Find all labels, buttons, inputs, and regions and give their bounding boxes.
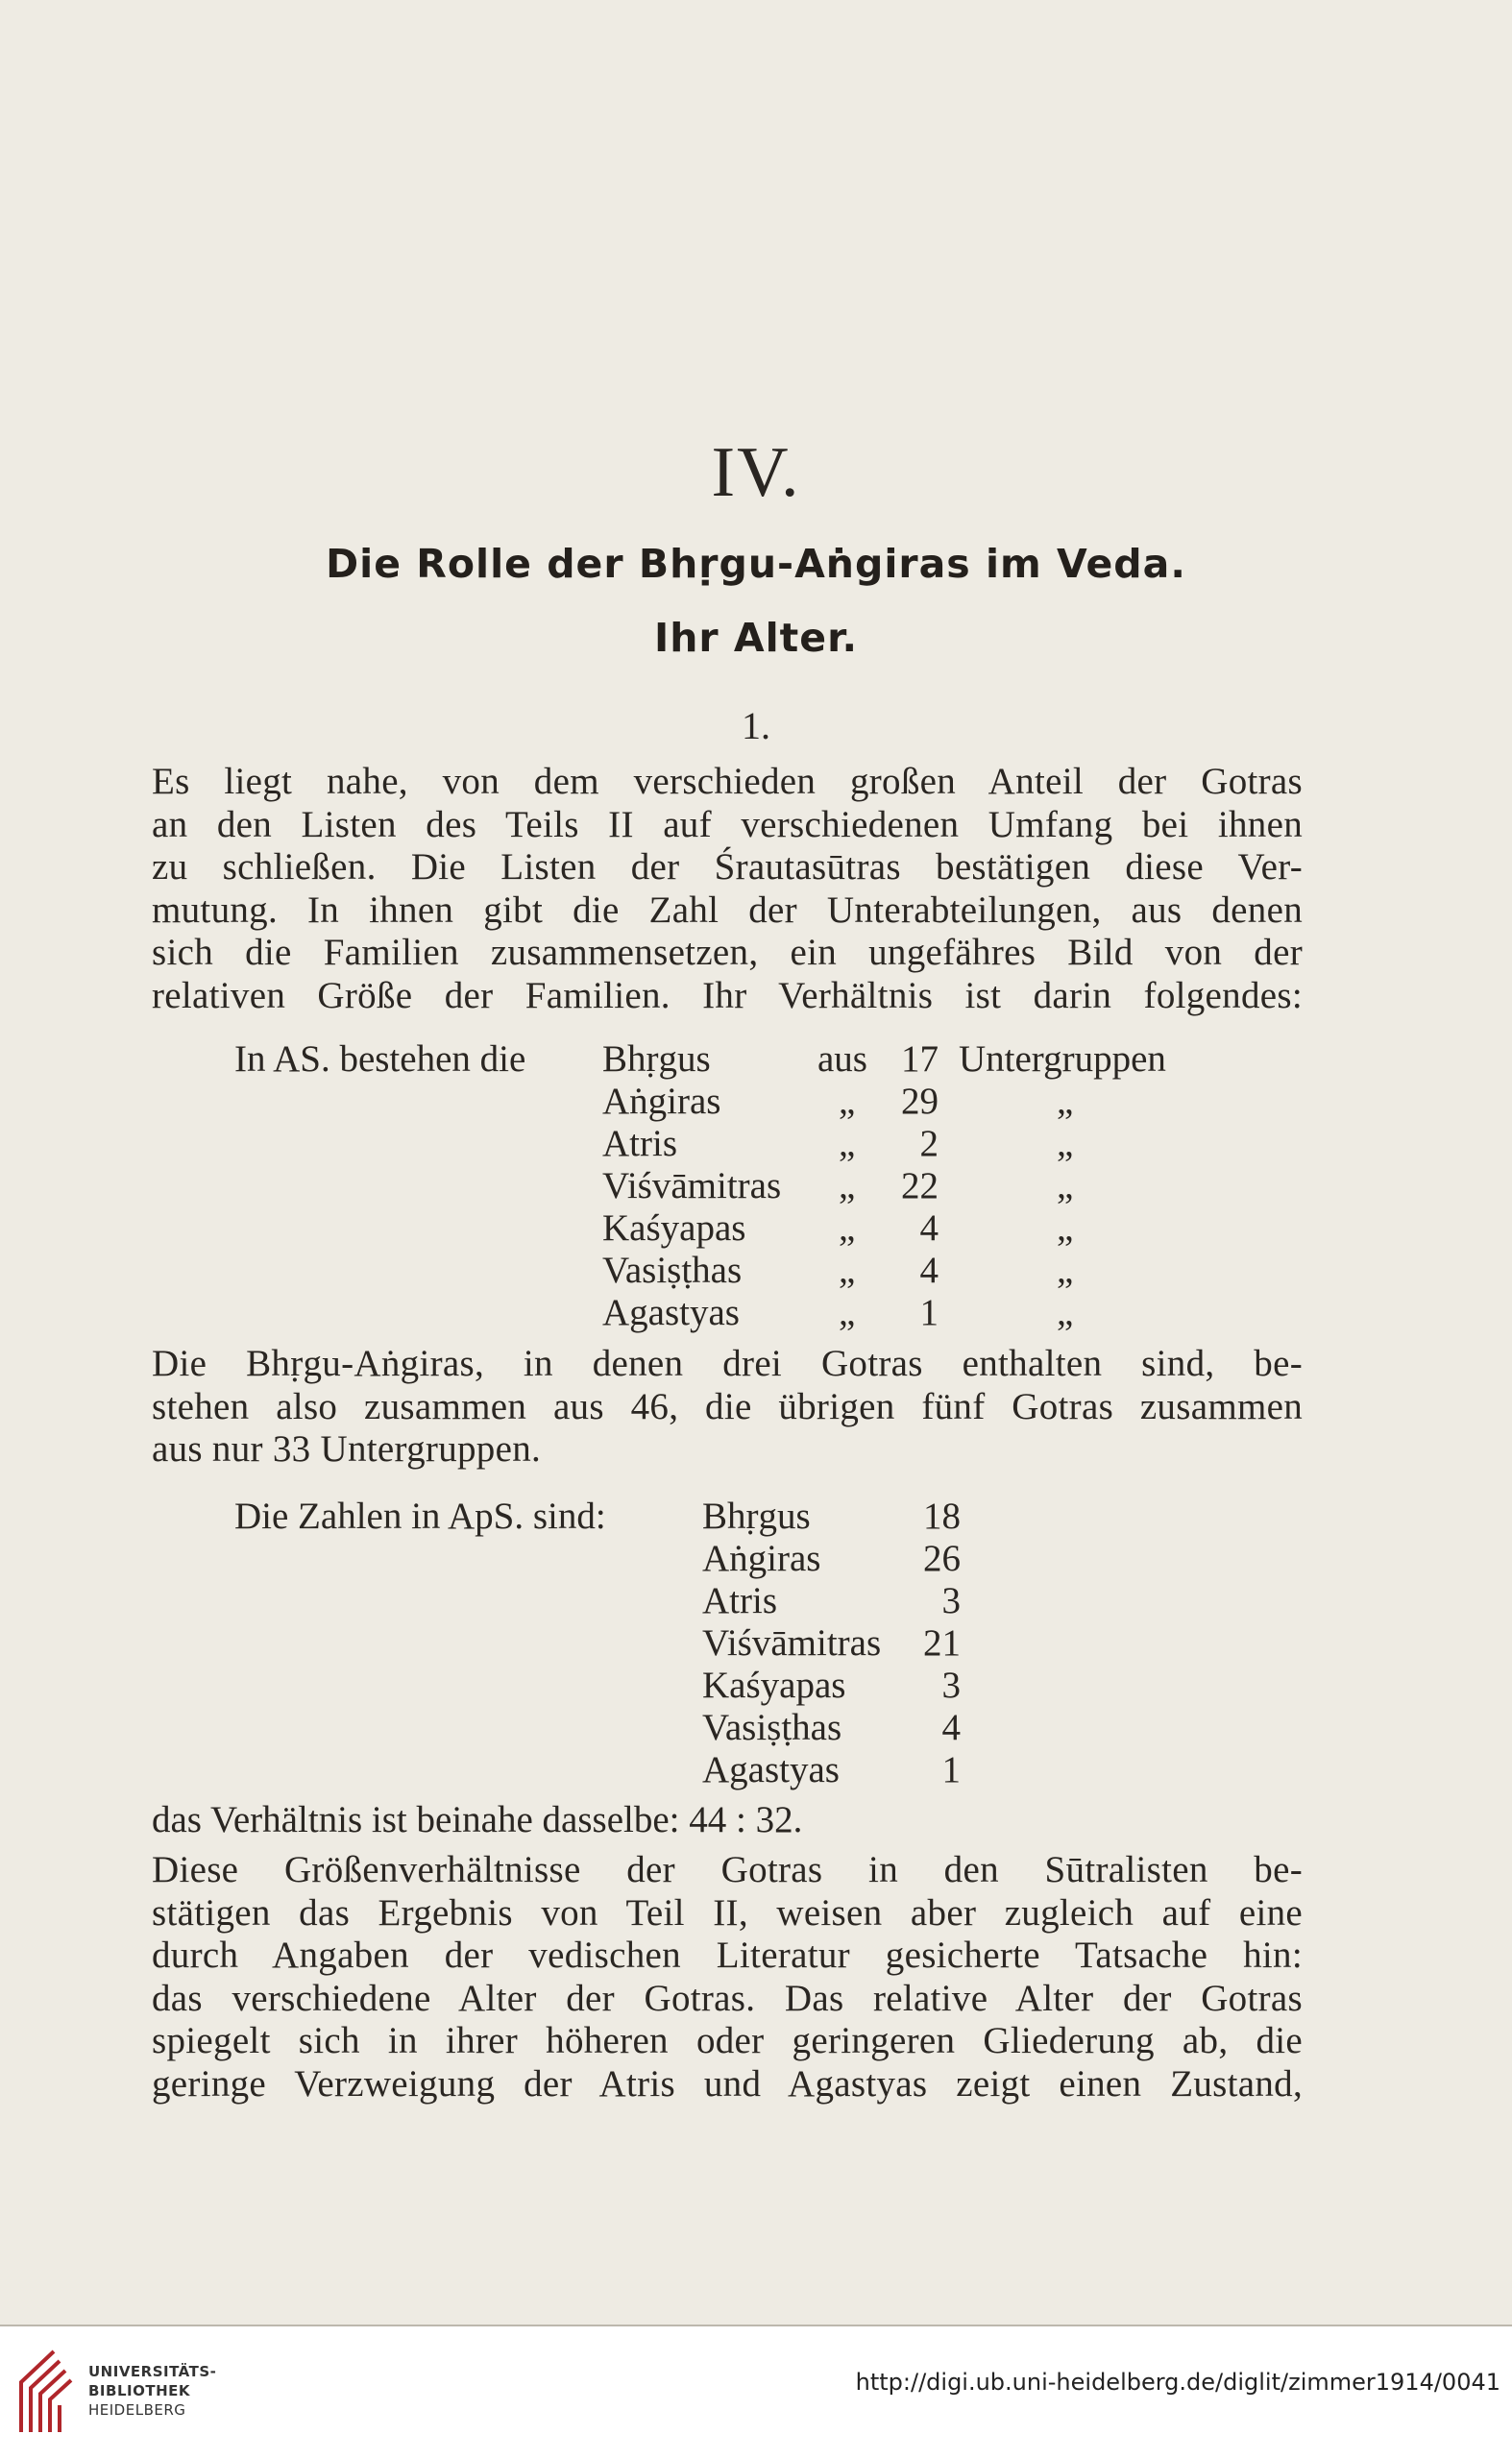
table-as-ditto: „ <box>839 1207 856 1249</box>
table-aps-count: 3 <box>941 1580 961 1621</box>
table-as-ditto: „ <box>839 1123 856 1164</box>
source-url-link[interactable]: http://digi.ub.uni-heidelberg.de/diglit/zimmer1914/0041 <box>855 2369 1500 2396</box>
table-aps-name: Vasiṣṭhas <box>702 1707 842 1748</box>
paragraph-line: sich die Familien zusammensetzen, ein ungefähres Bild von der <box>152 932 1303 973</box>
table-aps-count: 1 <box>941 1749 961 1790</box>
table-as-ditto-unit: „ <box>1057 1207 1074 1249</box>
chapter-title: Die Rolle der Bhṛgu-Aṅgiras im Veda. <box>326 541 1186 587</box>
paragraph-line: geringe Verzweigung der Atris und Agastyas zeigt einen Zustand, <box>152 2062 1303 2105</box>
table-aps-name: Agastyas <box>702 1749 840 1790</box>
paragraph-line: stätigen das Ergebnis von Teil II, weisen aber zugleich auf eine <box>152 1891 1303 1934</box>
table-as-ditto-unit: „ <box>1057 1292 1074 1333</box>
table-as-name: Viśvāmitras <box>602 1165 782 1206</box>
table-as-count: 4 <box>919 1207 939 1249</box>
table-as-count: 22 <box>901 1165 939 1206</box>
table-aps-name: Kaśyapas <box>702 1665 846 1706</box>
chapter-subtitle: Ihr Alter. <box>653 615 859 661</box>
table-aps-intro: Die Zahlen in ApS. sind: <box>234 1496 606 1537</box>
table-aps-conclusion: das Verhältnis ist beinahe dasselbe: 44 : 32. <box>152 1799 803 1840</box>
library-name-line1: UNIVERSITÄTS- <box>88 2363 217 2380</box>
heidelberg-library-logo-icon <box>15 2344 79 2440</box>
table-aps-count: 26 <box>923 1538 961 1579</box>
table-as-count: 29 <box>901 1081 939 1122</box>
paragraph-line: relativen Größe der Familien. Ihr Verhältnis ist darin folgendes: <box>152 974 1303 1016</box>
table-as-name: Vasiṣṭhas <box>602 1250 743 1291</box>
table-as-name: Bhṛgus <box>602 1038 711 1080</box>
table-as-ditto: „ <box>839 1081 856 1122</box>
paragraph-line: an den Listen des Teils II auf verschiedenen Umfang bei ihnen <box>152 803 1303 845</box>
table-as-ditto-unit: „ <box>1057 1165 1074 1206</box>
table-as-count: 1 <box>919 1292 939 1333</box>
table-as-ditto: „ <box>839 1250 856 1291</box>
table-aps-count: 3 <box>941 1665 961 1706</box>
table-as-ditto: „ <box>839 1292 856 1333</box>
paragraph-line: stehen also zusammen aus 46, die übrigen fünf Gotras zusammen <box>152 1385 1303 1427</box>
paragraph-1 <box>152 761 1303 1017</box>
table-as-count: 17 <box>901 1038 939 1080</box>
table-as-unit: Untergruppen <box>959 1038 1166 1080</box>
table-as-ditto-unit: „ <box>1057 1250 1074 1291</box>
table-as-from: aus <box>817 1038 867 1080</box>
table-aps-name: Bhṛgus <box>702 1496 811 1537</box>
table-as-ditto: „ <box>839 1165 856 1206</box>
table-as-count: 4 <box>919 1250 939 1291</box>
paragraph-line: Es liegt nahe, von dem verschieden großen Anteil der Gotras <box>152 761 1303 802</box>
table-as-intro: In AS. bestehen die <box>234 1038 526 1080</box>
paragraph-line: das verschiedene Alter der Gotras. Das relative Alter der Gotras <box>152 1977 1303 2019</box>
table-as-name: Atris <box>602 1123 677 1164</box>
library-name-line2: BIBLIOTHEK <box>88 2382 190 2399</box>
table-as-name: Agastyas <box>602 1292 740 1333</box>
table-aps-count: 18 <box>923 1496 961 1537</box>
paragraph-line: spiegelt sich in ihrer höheren oder geringeren Gliederung ab, die <box>152 2020 1303 2061</box>
library-name-line3: HEIDELBERG <box>88 2401 186 2419</box>
chapter-numeral: IV. <box>711 433 801 512</box>
paragraph-line: Diese Größenverhältnisse der Gotras in den Sūtralisten be- <box>152 1849 1303 1890</box>
paragraph-line: durch Angaben der vedischen Literatur gesicherte Tatsache hin: <box>152 1935 1303 1976</box>
paragraph-line: Die Bhṛgu-Aṅgiras, in denen drei Gotras enthalten sind, be- <box>152 1343 1303 1384</box>
paragraph-2 <box>152 1343 1303 1472</box>
paragraph-line: mutung. In ihnen gibt die Zahl der Unterabteilungen, aus denen <box>152 889 1303 931</box>
table-as-name: Aṅgiras <box>602 1081 721 1122</box>
table-aps-name: Viśvāmitras <box>702 1622 882 1664</box>
table-aps-name: Aṅgiras <box>702 1538 821 1579</box>
table-as-count: 2 <box>919 1123 939 1164</box>
table-aps-name: Atris <box>702 1580 777 1621</box>
table-as-name: Kaśyapas <box>602 1207 746 1249</box>
paragraph-line: zu schließen. Die Listen der Śrautasūtras bestätigen diese Ver- <box>152 846 1303 888</box>
table-aps-count: 21 <box>923 1622 961 1664</box>
section-number: 1. <box>742 704 770 747</box>
paragraph-line: aus nur 33 Untergruppen. <box>152 1428 542 1470</box>
table-as-ditto-unit: „ <box>1057 1081 1074 1122</box>
table-as-ditto-unit: „ <box>1057 1123 1074 1164</box>
table-aps-count: 4 <box>941 1707 961 1748</box>
paragraph-3 <box>152 1849 1303 2106</box>
